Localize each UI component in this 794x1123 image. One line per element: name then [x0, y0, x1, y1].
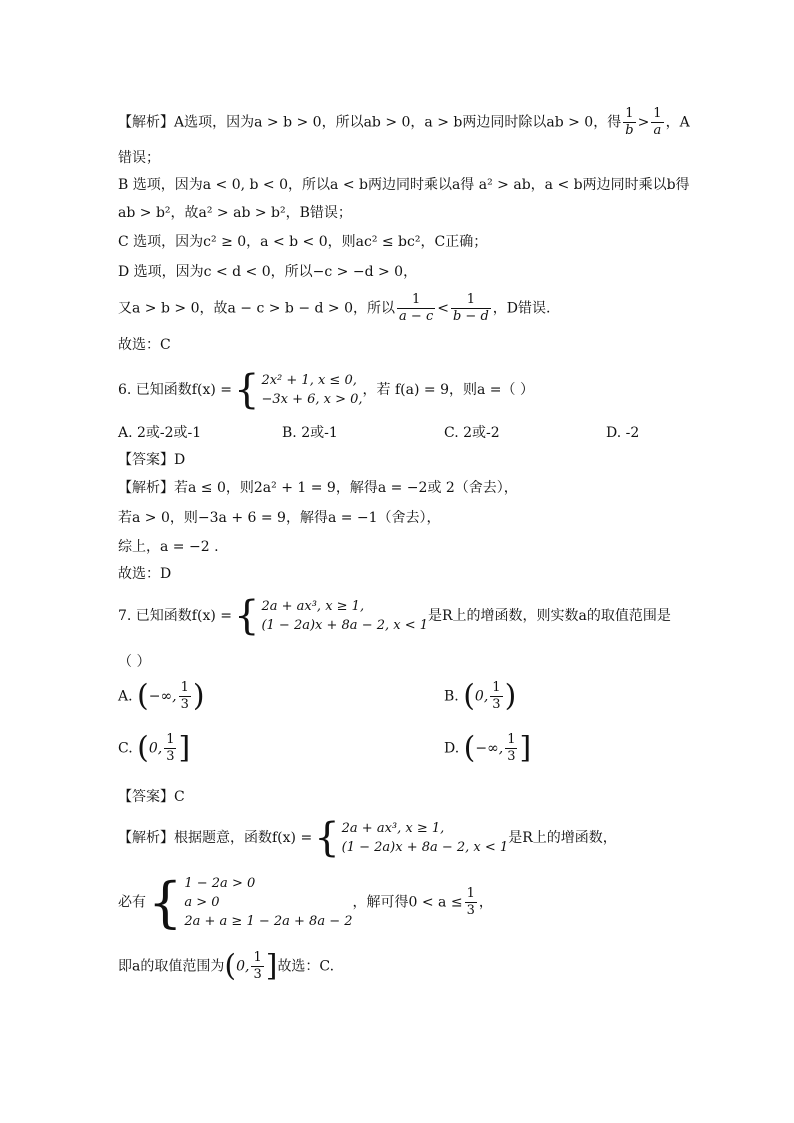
- s5-line-5: C 选项，因为c² ≥ 0，a < b < 0，则ac² ≤ bc²，C正确；: [118, 234, 488, 250]
- q7-option-a[interactable]: A. (−∞, $\frac{1}{3}$ ): [118, 678, 205, 714]
- q7-option-d[interactable]: D. (−∞, $\frac{1}{3}$ ]: [444, 730, 532, 766]
- q7-option-c[interactable]: C. (0, $\frac{1}{3}$ ]: [118, 730, 191, 766]
- fraction: $\frac{1}{a}$: [653, 106, 662, 138]
- q6-explanation-4: 故选：D: [118, 566, 172, 582]
- q7-option-b[interactable]: B. (0, $\frac{1}{3}$ ): [444, 678, 517, 714]
- fraction: $\frac{1}{b}$: [625, 106, 634, 138]
- left-brace: {: [314, 815, 340, 861]
- s5-line-8: 故选：C: [118, 337, 171, 353]
- s5-line-4: ab > b²，故a² > ab > b²，B错误；: [118, 205, 352, 221]
- s5-line-6: D 选项，因为c < d < 0，所以−c > −d > 0，: [118, 264, 418, 280]
- q6-option-b[interactable]: B. 2或-1: [282, 425, 338, 441]
- left-brace: {: [148, 870, 183, 934]
- q7-paren: （ ）: [118, 654, 151, 670]
- q6-explanation-2: 若a > 0，则−3a + 6 = 9，解得a = −1（舍去），: [118, 510, 441, 526]
- fraction: $\frac{1}{b - d}$: [452, 292, 489, 324]
- s5-text: 【解析】A选项，因为a > b > 0，所以ab > 0，a > b两边同时除以ab > 0，得: [118, 114, 622, 131]
- q7-explanation-3: 即a的取值范围为(0, $\frac{1}{3}$ ]故选：C.: [118, 948, 335, 984]
- fraction: $\frac{1}{a - c}$: [399, 292, 434, 324]
- q6-explanation-1: 【解析】若a ≤ 0，则2a² + 1 = 9，解得a = −2或 2（舍去），: [118, 480, 518, 496]
- s5-line-3: B 选项，因为a < 0, b < 0，所以a < b两边同时乘以a得 a² > ab，a < b两边同时乘以b得: [118, 177, 690, 193]
- q7-stem: 7. 已知函数f(x) ={ 2a + ax³, x ≥ 1, (1 − 2a)x + 8a − 2, x < 1 是R上的增函数，则实数a的取值范围是: [118, 593, 671, 639]
- inequality-system: 1 − 2a > 0 a > 0 2a + a ≥ 1 − 2a + 8a − 2: [184, 876, 353, 929]
- piecewise-cases: 2x² + 1, x ≤ 0, −3x + 6, x > 0,: [261, 373, 363, 407]
- piecewise-cases: 2a + ax³, x ≥ 1, (1 − 2a)x + 8a − 2, x < 1: [341, 821, 509, 855]
- s5-line-7: 又a > b > 0，故a − c > b − d > 0，所以 $\frac{1}{a - c}$ < $\frac{1}{b - d}$ ，D错误.: [118, 292, 551, 324]
- q6-option-a[interactable]: A. 2或-2或-1: [118, 425, 202, 441]
- s5-line-1: 【解析】A选项，因为a > b > 0，所以ab > 0，a > b两边同时除以ab > 0，得 $\frac{1}{b}$ > $\frac{1}{a}$ ，A: [118, 106, 690, 138]
- q6-explanation-3: 综上，a = −2 .: [118, 539, 219, 555]
- q7-explanation-2: 必有{ 1 − 2a > 0 a > 0 2a + a ≥ 1 − 2a + 8a − 2 ，解可得0 < a ≤ $\frac{1}{3}$ ，: [118, 870, 493, 934]
- piecewise-cases: 2a + ax³, x ≥ 1, (1 − 2a)x + 8a − 2, x < 1: [261, 599, 429, 633]
- q7-answer: 【答案】C: [118, 789, 185, 805]
- q7-explanation-1: 【解析】根据题意，函数f(x) ={ 2a + ax³, x ≥ 1, (1 − 2a)x + 8a − 2, x < 1 是R上的增函数，: [118, 815, 617, 861]
- s5-line-2: 错误；: [118, 150, 160, 166]
- q6-option-c[interactable]: C. 2或-2: [444, 425, 500, 441]
- left-brace: {: [234, 593, 260, 639]
- q6-answer: 【答案】D: [118, 452, 186, 468]
- left-brace: {: [234, 367, 260, 413]
- q6-option-d[interactable]: D. -2: [606, 425, 640, 441]
- q6-stem: 6. 已知函数f(x) ={ 2x² + 1, x ≤ 0, −3x + 6, x > 0, ，若 f(a) = 9，则a =（ ）: [118, 367, 534, 413]
